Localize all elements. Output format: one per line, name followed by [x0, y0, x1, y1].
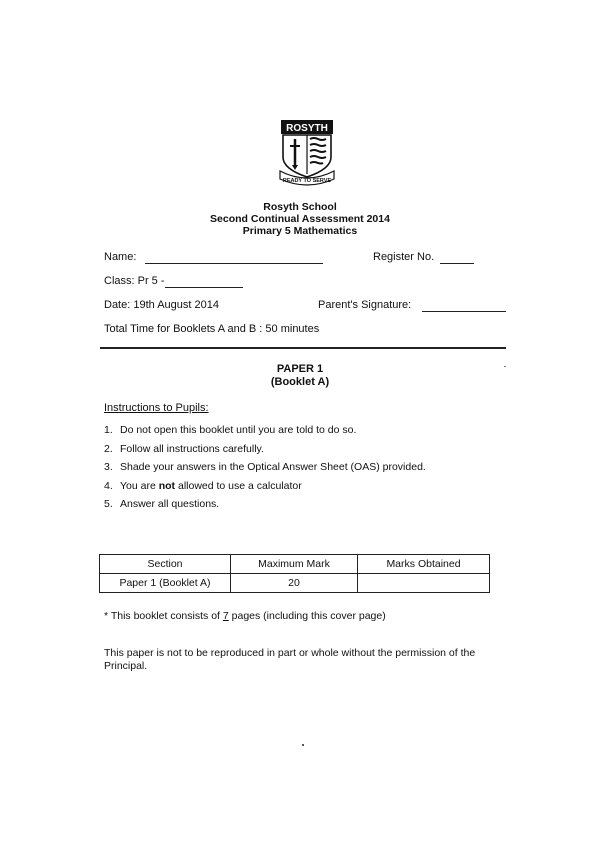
- svg-text:READY TO SERVE: READY TO SERVE: [282, 178, 332, 184]
- page-count-note: [104, 610, 386, 622]
- instruction-number: 4.: [104, 479, 113, 492]
- header-marks-obtained: Marks Obtained: [358, 555, 490, 574]
- note-page-count: 7: [222, 610, 229, 622]
- cell-maximum-mark: 20: [231, 574, 358, 593]
- register-label: Register No.: [373, 251, 435, 263]
- cell-section: Paper 1 (Booklet A): [100, 574, 231, 593]
- class-field[interactable]: [104, 275, 243, 288]
- instruction-text: Shade your answers in the Optical Answer Sheet (OAS) provided.: [120, 461, 426, 473]
- date-label: Date: 19th August 2014: [104, 299, 219, 311]
- name-label: Name:: [104, 251, 137, 263]
- instruction-text: Do not open this booklet until you are told to do so.: [120, 424, 357, 436]
- signature-field[interactable]: [318, 299, 506, 312]
- subject-title: Primary 5 Mathematics: [242, 225, 358, 237]
- school-name: Rosyth School: [263, 201, 337, 213]
- instruction-text-pre: You are: [120, 479, 159, 492]
- instruction-item: [104, 495, 426, 514]
- instruction-number: 2.: [104, 442, 113, 455]
- header-maximum-mark: Maximum Mark: [231, 555, 358, 574]
- instruction-number: 5.: [104, 498, 113, 510]
- signature-blank[interactable]: [422, 299, 506, 312]
- instruction-text: Follow all instructions carefully.: [120, 442, 264, 455]
- instruction-item: [104, 458, 426, 477]
- name-field[interactable]: [104, 251, 323, 264]
- table-row: [100, 574, 490, 593]
- marks-table: [99, 554, 490, 593]
- exam-title: Second Continual Assessment 2014: [210, 213, 390, 225]
- scan-speck: [302, 744, 304, 746]
- register-blank[interactable]: [440, 251, 474, 264]
- instructions-list: [104, 421, 426, 514]
- instruction-item: [104, 421, 426, 440]
- signature-label: Parent's Signature:: [318, 299, 412, 311]
- school-crest-logo: [277, 119, 337, 187]
- instruction-text-bold: not: [158, 479, 176, 492]
- note-pre: * This booklet consists of: [104, 610, 223, 622]
- instruction-item: [104, 477, 426, 496]
- name-blank[interactable]: [145, 251, 323, 264]
- instructions-title: Instructions to Pupils:: [104, 402, 209, 414]
- instruction-text: Answer all questions.: [120, 498, 220, 510]
- register-field[interactable]: [373, 251, 474, 264]
- booklet-title: (Booklet A): [270, 376, 330, 388]
- instruction-item: [104, 440, 426, 459]
- instruction-number: 3.: [104, 461, 113, 473]
- marks-table-header-row: [100, 555, 490, 574]
- class-label: Class: Pr 5 -: [104, 275, 165, 287]
- paper-title: PAPER 1: [276, 363, 324, 375]
- copyright-notice: This paper is not to be reproduced in part or whole without the permission of the Principal.: [104, 647, 476, 672]
- cell-marks-obtained[interactable]: [358, 574, 490, 593]
- svg-text:ROSYTH: ROSYTH: [286, 123, 328, 134]
- instruction-number: 1.: [104, 424, 113, 436]
- instruction-text-post: allowed to use a calculator: [175, 479, 302, 492]
- total-time: Total Time for Booklets A and B : 50 minutes: [104, 323, 320, 335]
- note-post: pages (including this cover page): [228, 610, 386, 622]
- header-section: Section: [100, 555, 231, 574]
- class-blank[interactable]: [165, 275, 243, 288]
- divider-line: [100, 347, 506, 349]
